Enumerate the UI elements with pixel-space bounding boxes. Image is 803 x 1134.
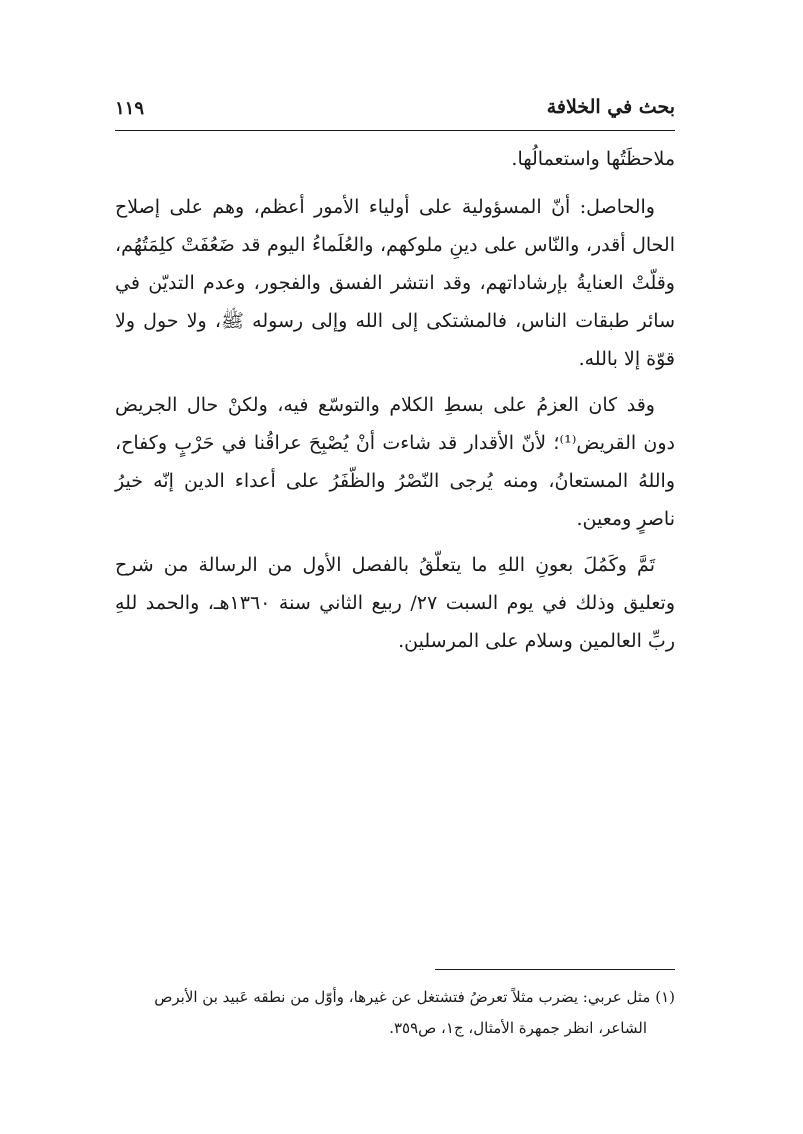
header-divider [115,130,675,131]
paragraph-intent: وقد كان العزمُ على بسطِ الكلام والتوسّع فيه، ولكنْ حال الجريض دون القريض⁽¹⁾؛ لأنّ الأقدار قد شاءت أنْ يُصْبِحَ عراقُنا في حَرْبٍ وكفاح، واللهُ المستعانُ، ومنه يُرجى النّصْرُ والظّفَرُ على أعداء الدين إنّه خيرُ ناصرٍ ومعين. [115,394,675,530]
footnote-divider [435,969,675,970]
running-header [115,96,675,130]
paragraph-completion: تَمَّ وكَمُلَ بعونِ اللهِ ما يتعلّقُ بالفصل الأول من الرسالة من شرح وتعليق وذلك في يوم السبت ٢٧/ ربيع الثاني سنة ١٣٦٠هـ، والحمد للهِ ربِّ العالمين وسلام على المرسلين. [115,554,675,652]
running-title: بحث في الخلافة [546,96,675,118]
footnote [95,982,675,1044]
page-number: ١١٩ [115,98,145,119]
footnote-line-1: (١) مثل عربي: يضرب مثلاً تعرضُ فتشتغل عن غيرها، وأوّل من نطقه عَبيد بن الأبرص [154,988,675,1006]
paragraph-continuation: ملاحظَتُها واستعمالُها. [511,148,675,170]
paragraph-conclusion: والحاصل: أنّ المسؤولية على أولياء الأمور أعظم، وهم على إصلاح الحال أقدر، والنّاس على دينِ ملوكهم، والعُلَماءُ اليوم قد ضَعُفَتْ كلِمَتُهُم، وقلّتْ العنايةُ بإرشاداتهم، وقد انتشر الفسق والفجور، وعدم التديّن في سائر طبقات الناس، فالمشتكى إلى الله وإلى رسوله ﷺ، ولا حول ولا قوّة إلا بالله. [115,196,675,370]
main-text [115,140,675,668]
footnote-line-2: الشاعر، انظر جمهرة الأمثال، ج١، ص٣٥٩. [389,1019,647,1037]
